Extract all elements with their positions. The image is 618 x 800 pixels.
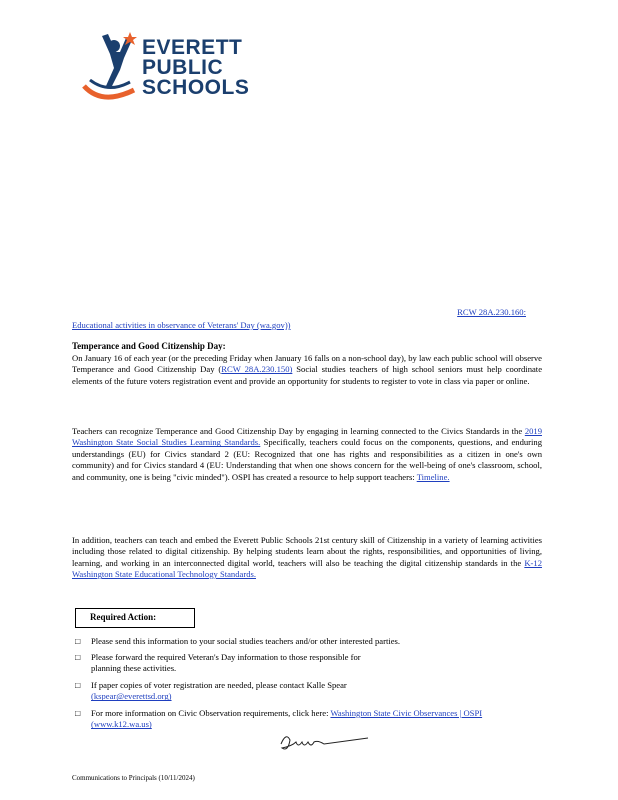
bullet-send-info: Please send this information to your social studies teachers and/or other interested parties. <box>91 636 401 646</box>
rcw-150-link[interactable]: RCW 28A.230.150) <box>221 364 293 375</box>
ed-tech-standards-link[interactable]: K-12 Washington State Educational Technology Standards. <box>72 557 542 580</box>
bullet-marker: □ <box>75 652 81 662</box>
email-link[interactable]: (kspear@everettsd.org) <box>91 691 172 702</box>
bullet-more-info: For more information on Civic Observation requirements, click here: Washington State Civic Observances | OSPI (www.k12.wa.us) <box>91 708 483 730</box>
required-action-box: Required Action: <box>75 608 195 628</box>
bullet-marker: □ <box>75 708 81 718</box>
paragraph-temperance: On January 16 of each year (or the preceding Friday when January 16 falls on a non-school day), by law each public school will observe Temperance and Good Citizenship Day (RCW 28A.230.150) Social studies teachers of high school seniors must help coordinate elements of the future voters registration event and provide an opportunity for students to register to vote in class via paper or online. <box>72 353 543 386</box>
rcw-link-line2[interactable]: Educational activities in observance of Veterans' Day (wa.gov)) <box>72 320 291 330</box>
footer-text: Communications to Principals (10/11/2024) <box>72 774 195 782</box>
section-heading: Temperance and Good Citizenship Day: <box>72 341 226 351</box>
social-studies-standards-link[interactable]: 2019 Washington State Social Studies Learning Standards. <box>72 426 542 448</box>
logo-wordmark: EVERETT PUBLIC SCHOOLS <box>142 36 250 99</box>
ospi-civic-link[interactable]: Washington State Civic Observances | OSPI (www.k12.wa.us) <box>91 708 483 730</box>
runner-swoosh-icon <box>80 28 142 114</box>
rcw-link-line1[interactable]: RCW 28A.230.160: <box>457 307 526 317</box>
bullet-forward-info: Please forward the required Veteran's Day information to those responsible for planning these activities. <box>91 652 361 674</box>
timeline-link[interactable]: Timeline. <box>416 471 450 482</box>
bullet-voter-registration: If paper copies of voter registration are needed, please contact Kalle Spear (kspear@everettsd.org) <box>91 680 347 702</box>
signature-image <box>278 730 373 754</box>
paragraph-digital-citizenship: In addition, teachers can teach and embed the Everett Public Schools 21st century skill of Citizenship in a variety of learning activities including those related to digital citizenship. By helping students learn about the rights, responsibilities, and opportunities of living, learning, and working in an interconnected digital world, teachers will also be teaching the digital citizenship standards in the K-12 Washington State Educational Technology Standards. <box>72 535 542 580</box>
bullet-marker: □ <box>75 636 81 646</box>
everett-public-schools-logo <box>80 28 260 114</box>
bullet-marker: □ <box>75 680 81 690</box>
paragraph-civics-standards: Teachers can recognize Temperance and Good Citizenship Day by engaging in learning connected to the Civics Standards in the 2019 Washington State Social Studies Learning Standards. Specifically, teachers could focus on the components, questions, and enduring understandings (EU) for Civics standard 2 (EU: Recognized that one has rights and responsibilities as a citizen in one's own community) and for Civics standard 4 (EU: Understanding that when one shows concern for the well-being of one's classroom, school, and community, one is being "civic minded"). OSPI has created a resource to help support teachers: Timeline. <box>72 426 542 482</box>
